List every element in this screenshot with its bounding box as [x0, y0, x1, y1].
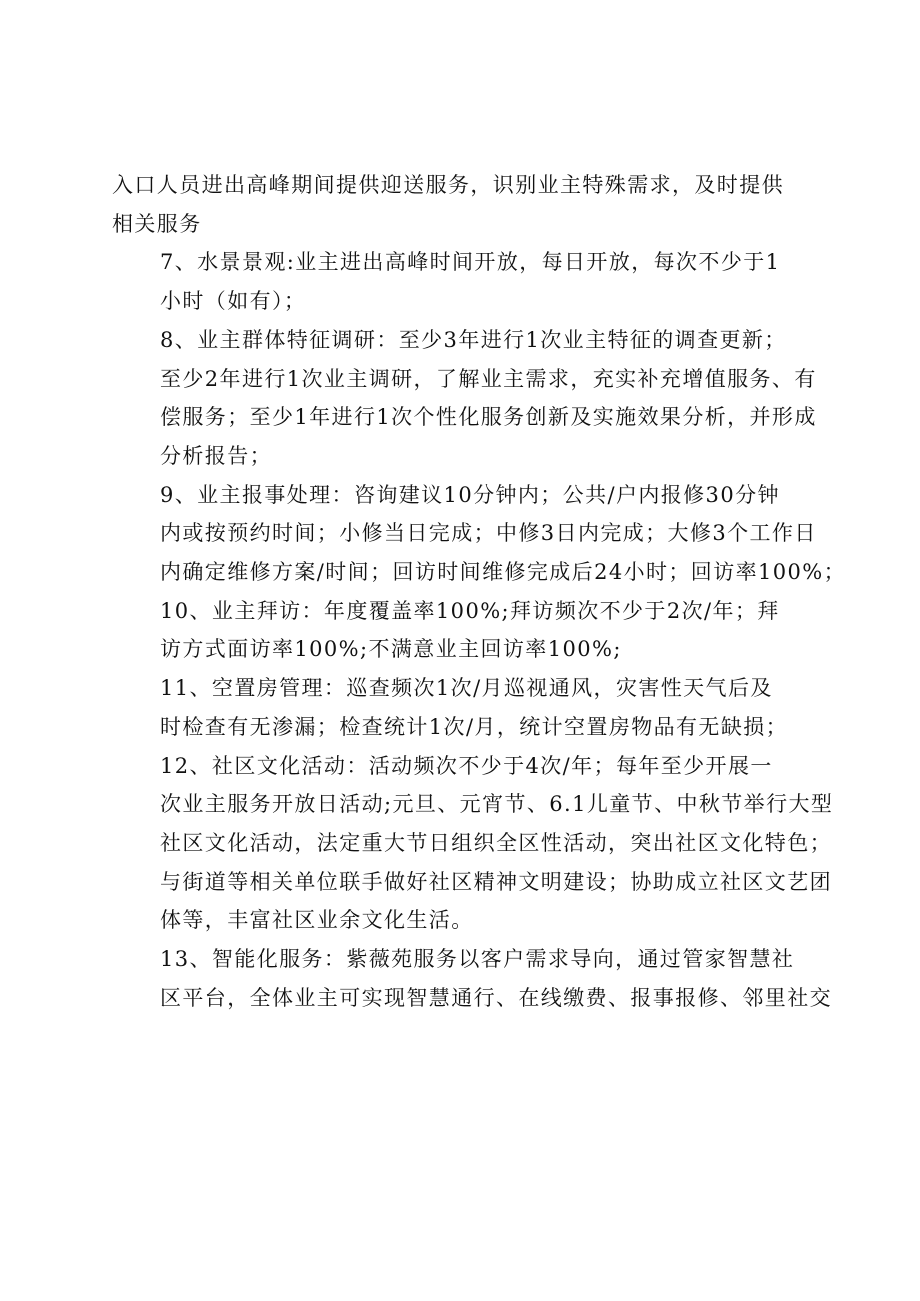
text-line: 11、空置房管理：巡查频次1次/月巡视通风，灾害性天气后及 [160, 676, 773, 701]
text-line: 次业主服务开放日活动;元旦、元宵节、6.1儿童节、中秋节举行大型 [160, 792, 834, 817]
text-line: 7、水景景观:业主进出高峰时间开放，每日开放，每次不少于1 [160, 250, 781, 275]
text-line: 9、业主报事处理：咨询建议10分钟内；公共/户内报修30分钟 [160, 482, 780, 507]
paragraph-item-11 [112, 669, 824, 746]
paragraph-item-13 [112, 940, 832, 1017]
paragraph-item-9 [112, 476, 847, 592]
text-line: 12、社区文化活动：活动频次不少于4次/年；每年至少开展一 [160, 753, 773, 778]
text-line: 与街道等相关单位联手做好社区精神文明建设；协助成立社区文艺团 [160, 869, 832, 894]
text-line: 内或按预约时间；小修当日完成；中修3日内完成；大修3个工作日 [160, 521, 817, 546]
text-line: 偿服务；至少1年进行1次个性化服务创新及实施效果分析，并形成 [160, 405, 817, 430]
text-line: 时检查有无渗漏；检查统计1次/月，统计空置房物品有无缺损； [160, 714, 789, 739]
text-line: 8、业主群体特征调研：至少3年进行1次业主特征的调查更新； [160, 327, 787, 352]
paragraph-continuation [112, 166, 824, 243]
paragraph-item-7 [112, 243, 824, 320]
paragraph-item-12 [112, 747, 834, 941]
text-line: 访方式面访率100%;不满意业主回访率100%; [160, 637, 622, 662]
document-body [112, 166, 847, 1017]
text-line: 至少2年进行1次业主调研，了解业主需求，充实补充增值服务、有 [160, 366, 817, 391]
text-line: 内确定维修方案/时间；回访时间维修完成后24小时；回访率100%； [160, 560, 847, 585]
text-line: 分析报告； [160, 443, 272, 468]
text-line: 小时（如有）； [160, 289, 307, 314]
text-line: 13、智能化服务：紫薇苑服务以客户需求导向，通过管家智慧社 [160, 947, 795, 972]
text-line: 社区文化活动，法定重大节日组织全区性活动，突出社区文化特色； [160, 830, 832, 855]
text-line: 10、业主拜访：年度覆盖率100%;拜访频次不少于2次/年；拜 [160, 598, 780, 623]
text-line: 相关服务 [112, 211, 202, 236]
text-line: 体等，丰富社区业余文化生活。 [160, 908, 474, 933]
paragraph-item-10 [112, 592, 824, 669]
text-line: 入口人员进出高峰期间提供迎送服务，识别业主特殊需求，及时提供 [112, 173, 784, 197]
text-line: 区平台，全体业主可实现智慧通行、在线缴费、报事报修、邻里社交 [160, 985, 832, 1010]
paragraph-item-8 [112, 321, 824, 476]
